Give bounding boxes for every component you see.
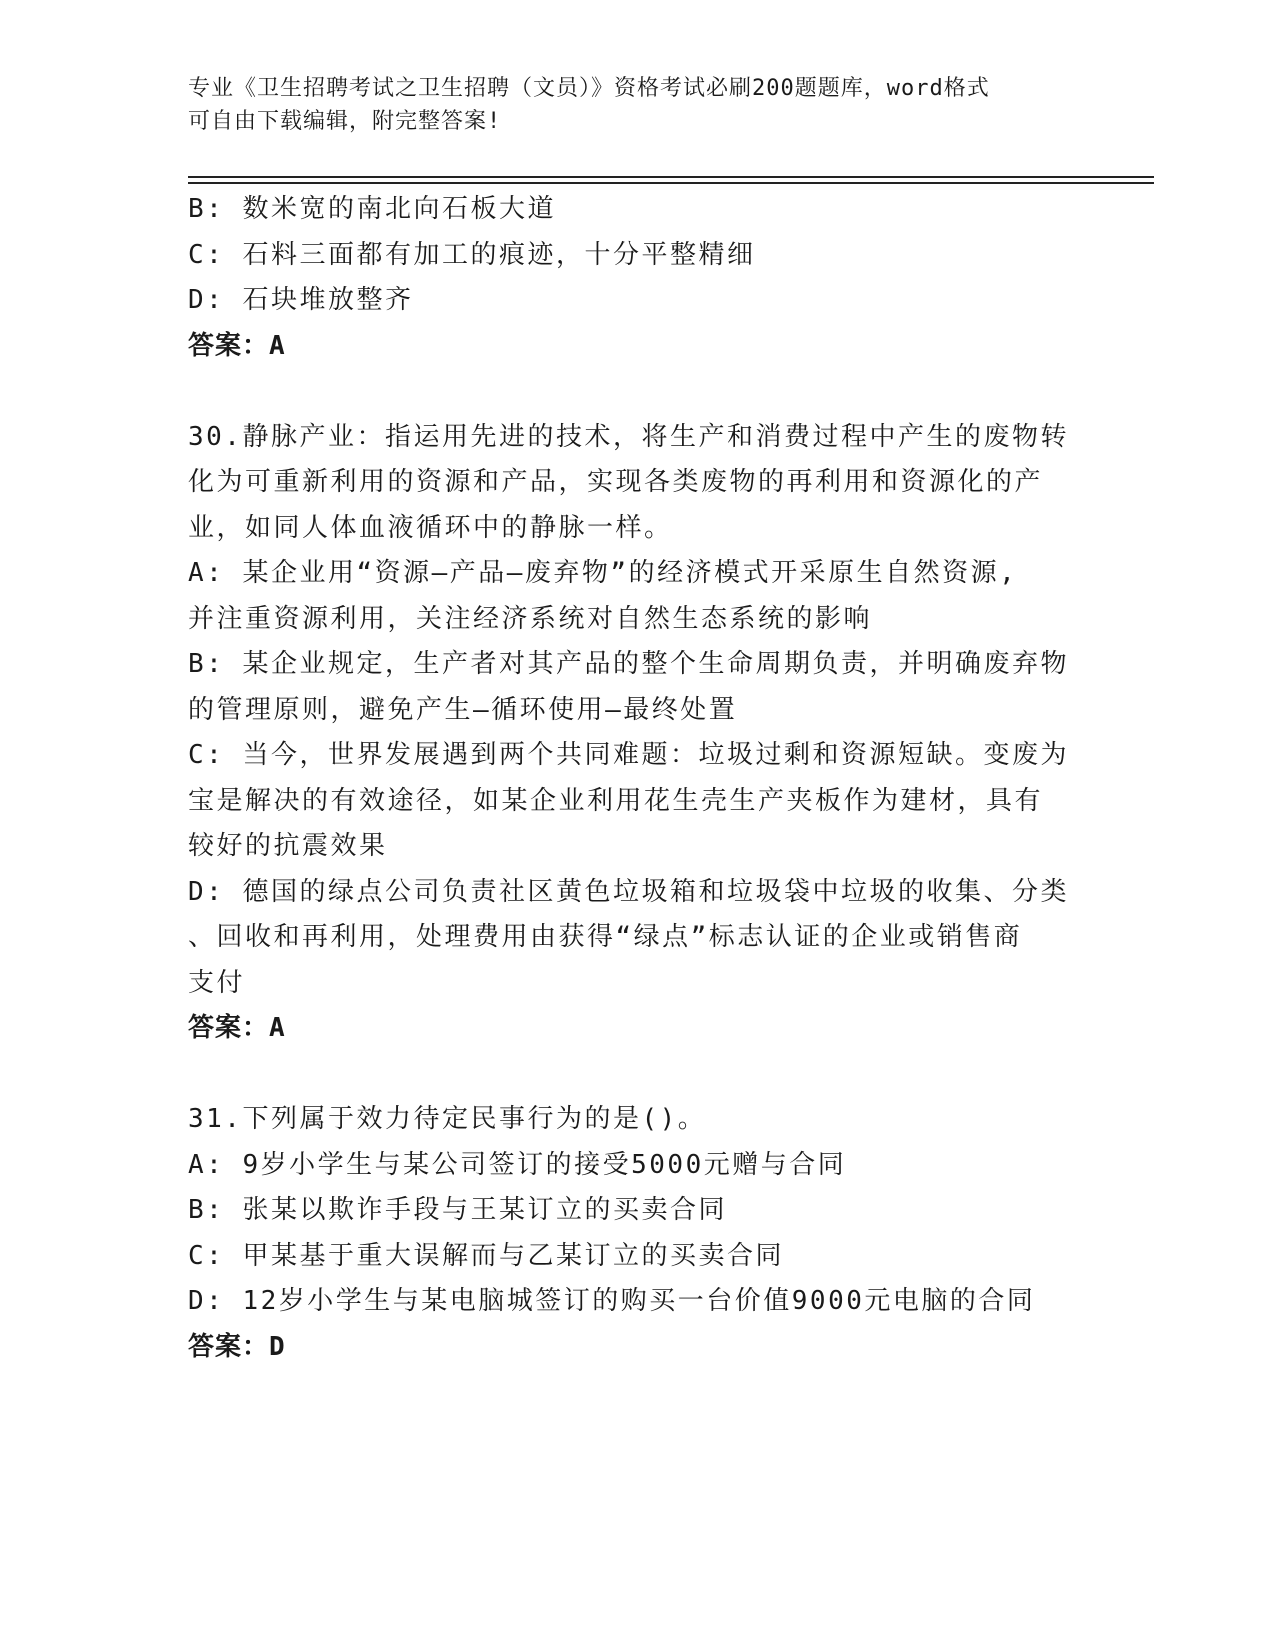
q30-option-d-line: 支付 xyxy=(188,967,246,998)
document-header xyxy=(188,72,1068,138)
q31-option-d: D: 12岁小学生与某电脑城签订的购买一台价值9000元电脑的合同 xyxy=(188,1286,1036,1316)
question-30 xyxy=(188,415,1078,1052)
header-divider-top xyxy=(188,176,1154,178)
q30-option-c-line: 宝是解决的有效途径，如某企业利用花生壳生产夹板作为建材，具有 xyxy=(188,785,1044,816)
spacer xyxy=(188,369,1078,415)
q29-answer: 答案：A xyxy=(188,330,286,361)
q30-option-c-line: 较好的抗震效果 xyxy=(188,831,388,861)
question-content xyxy=(188,187,1078,1370)
header-title-line-2: 可自由下载编辑，附完整答案! xyxy=(188,109,502,134)
q29-option-d: D: 石块堆放整齐 xyxy=(188,285,414,315)
q30-option-d-line: D: 德国的绿点公司负责社区黄色垃圾箱和垃圾袋中垃圾的收集、分类 xyxy=(188,876,1069,907)
question-31 xyxy=(188,1097,1078,1370)
q30-option-c-line: C: 当今，世界发展遇到两个共同难题：垃圾过剩和资源短缺。变废为 xyxy=(188,740,1069,770)
header-divider-bottom xyxy=(188,182,1154,184)
q31-stem: 31.下列属于效力待定民事行为的是()。 xyxy=(188,1104,707,1134)
q29-option-b: B: 数米宽的南北向石板大道 xyxy=(188,194,556,224)
header-title-line-1: 专业《卫生招聘考试之卫生招聘（文员）》资格考试必刷200题题库，word格式 xyxy=(188,76,990,101)
q30-stem-line: 业，如同人体血液循环中的静脉一样。 xyxy=(188,512,673,543)
q31-option-a: A: 9岁小学生与某公司签订的接受5000元赠与合同 xyxy=(188,1149,847,1180)
question-29-partial xyxy=(188,187,1078,369)
q29-option-c: C: 石料三面都有加工的痕迹，十分平整精细 xyxy=(188,239,756,270)
q30-option-d-line: 、回收和再利用，处理费用由获得“绿点”标志认证的企业或销售商 xyxy=(188,922,1023,952)
q30-stem-line: 化为可重新利用的资源和产品，实现各类废物的再利用和资源化的产 xyxy=(188,467,1044,497)
q31-option-c: C: 甲某基于重大误解而与乙某订立的买卖合同 xyxy=(188,1240,784,1271)
q30-option-b-line: B: 某企业规定，生产者对其产品的整个生命周期负责，并明确废弃物 xyxy=(188,649,1069,679)
q30-stem-line: 30.静脉产业：指运用先进的技术，将生产和消费过程中产生的废物转 xyxy=(188,421,1069,452)
q30-answer: 答案：A xyxy=(188,1013,286,1043)
q31-answer: 答案：D xyxy=(188,1331,286,1362)
q30-option-a-line: 并注重资源利用，关注经济系统对自然生态系统的影响 xyxy=(188,603,873,634)
q31-option-b: B: 张某以欺诈手段与王某订立的买卖合同 xyxy=(188,1195,727,1225)
spacer xyxy=(188,1052,1078,1098)
q30-option-b-line: 的管理原则，避免产生—循环使用—最终处置 xyxy=(188,694,738,725)
q30-option-a-line: A: 某企业用“资源—产品—废弃物”的经济模式开采原生自然资源, xyxy=(188,558,1018,588)
